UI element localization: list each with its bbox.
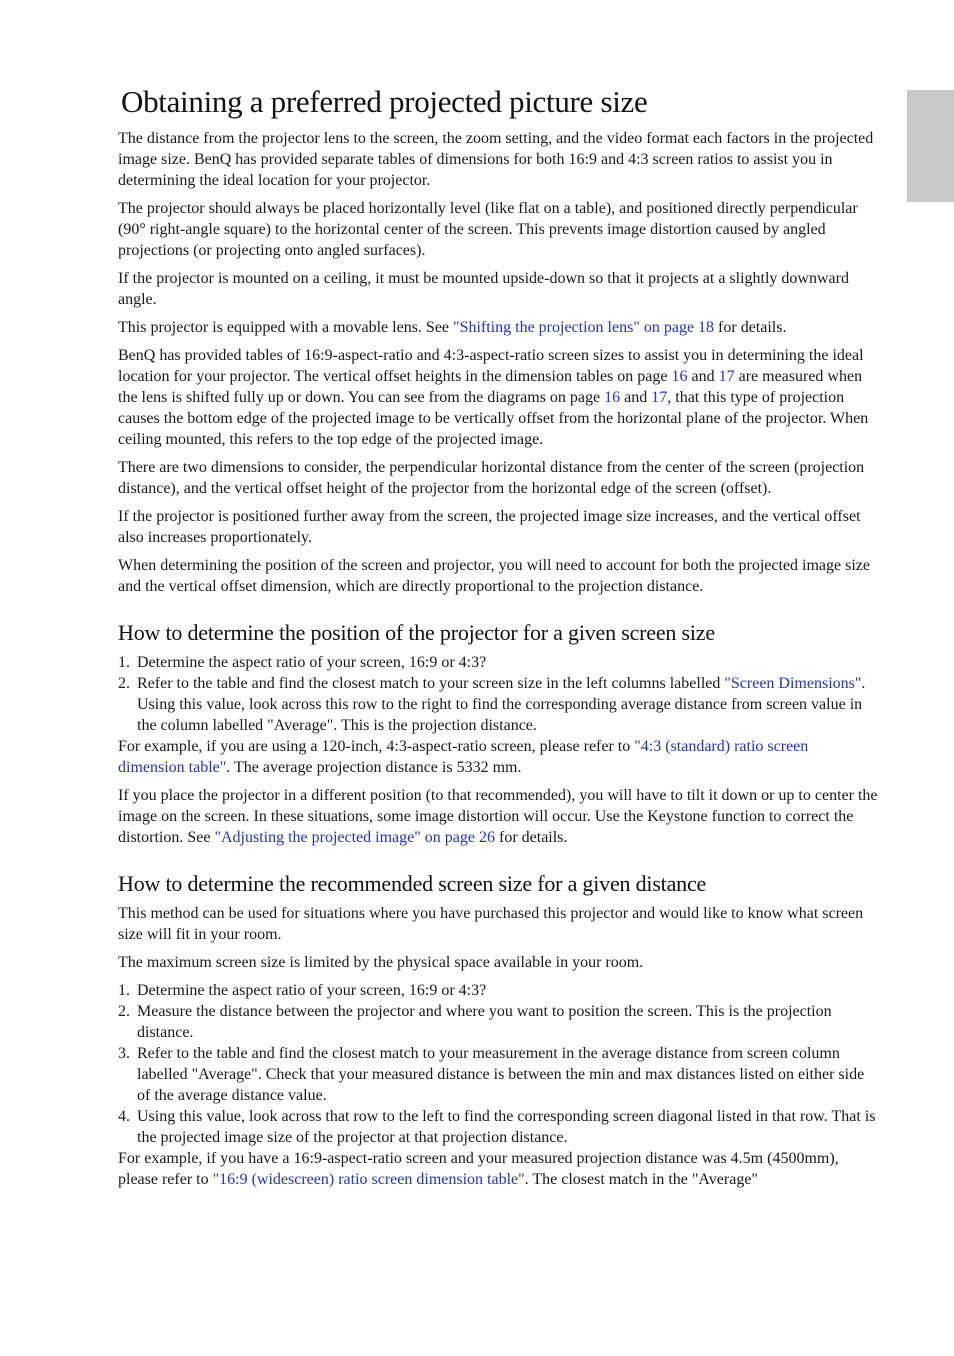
intro-paragraph-2: The projector should always be placed horizontally level (like flat on a table), and positioned directly perpendicular (90° right-angle square) to the horizontal center of the screen. This prevents image distortion caused by angled projections (or projecting onto angled surfaces). (118, 200, 858, 259)
step-number: 3. (118, 1045, 130, 1062)
intro-paragraph-7: If the projector is positioned further away from the screen, the projected image size increases, and the vertical offset also increases proportionately. (118, 508, 861, 546)
link-page-16[interactable]: 16 (671, 368, 688, 385)
list-item (118, 1106, 878, 1148)
text: for details. (494, 829, 568, 846)
text: , that this type of projection causes the bottom edge of the projected image to be vertically offset from the horizontal plane of the projector. When ceiling mounted, this refers to the top edge of the projected image. (118, 389, 869, 448)
text: are measured when the lens is shifted fully up or down. You can see from the diagrams on page (118, 368, 863, 406)
list-item (118, 652, 878, 673)
steps-list-position (118, 652, 878, 736)
section-heading-screen-size: How to determine the recommended screen size for a given distance (118, 871, 707, 896)
page-title: Obtaining a preferred projected picture size (121, 84, 648, 119)
step-text: Determine the aspect ratio of your screen, 16:9 or 4:3? (137, 654, 487, 671)
chapter-side-tab (907, 90, 954, 202)
list-item (118, 1043, 878, 1106)
example-paragraph-position (118, 736, 878, 778)
link-shifting-projection-lens[interactable]: "Shifting the projection lens" on page 18 (453, 319, 715, 336)
document-page (118, 82, 878, 1197)
example-paragraph-screen-size (118, 1148, 878, 1190)
text: . The closest match in the "Average" (524, 1171, 758, 1188)
step-number: 2. (118, 1003, 130, 1020)
intro-paragraph-5 (118, 345, 878, 450)
intro-paragraph-8: When determining the position of the screen and projector, you will need to account for both the projected image size and the vertical offset dimension, which are directly proportional to the projection distance. (118, 557, 870, 595)
text: and (687, 368, 719, 385)
link-screen-dimensions[interactable]: "Screen Dimensions" (724, 675, 862, 692)
step-number: 4. (118, 1108, 130, 1125)
link-4-3-table[interactable]: "4:3 (standard) ratio screen dimension table" (118, 738, 809, 776)
intro-paragraph-3: If the projector is mounted on a ceiling, it must be mounted upside-down so that it projects at a slightly downward angle. (118, 270, 849, 308)
step-text: . Using this value, look across this row to the right to find the corresponding average distance from screen value in the column labelled "Average". This is the projection distance. (137, 675, 866, 734)
step-text: Refer to the table and find the closest match to your screen size in the left columns labelled (137, 675, 725, 692)
link-16-9-table[interactable]: "16:9 (widescreen) ratio screen dimension table" (212, 1171, 525, 1188)
intro-paragraph-6: There are two dimensions to consider, the perpendicular horizontal distance from the center of the screen (projection distance), and the vertical offset height of the projector from the horizontal edge of the screen (offset). (118, 459, 865, 497)
section-heading-position: How to determine the position of the projector for a given screen size (118, 620, 715, 645)
step-number: 2. (118, 675, 130, 692)
step-number: 1. (118, 982, 130, 999)
step-text: Refer to the table and find the closest match to your measurement in the average distance from screen column labelled "Average". Check that your measured distance is between the min and max distances listed on either side of the average distance value. (137, 1045, 865, 1104)
steps-list-screen-size (118, 980, 878, 1148)
text: and (620, 389, 652, 406)
list-item (118, 1001, 878, 1043)
screen-size-paragraph-1: This method can be used for situations where you have purchased this projector and would like to know what screen size will fit in your room. (118, 905, 864, 943)
step-text: Using this value, look across that row to the left to find the corresponding screen diagonal listed in that row. That is the projected image size of the projector at that projection distance. (137, 1108, 876, 1146)
link-page-17[interactable]: 17 (718, 368, 735, 385)
list-item (118, 980, 878, 1001)
text: If you place the projector in a different position (to that recommended), you will have to tilt it down or up to center the image on the screen. In these situations, some image distortion will occur. Use the Keystone function to correct the distortion. See (118, 787, 878, 846)
note-paragraph-position (118, 785, 878, 848)
text: BenQ has provided tables of 16:9-aspect-ratio and 4:3-aspect-ratio screen sizes to assist you in determining the ideal location for your projector. The vertical offset heights in the dimension tables on page (118, 347, 864, 385)
intro-paragraph-4 (118, 317, 878, 338)
text: . The average projection distance is 5332 mm. (226, 759, 522, 776)
text: for details. (714, 319, 787, 336)
list-item (118, 673, 878, 736)
text: For example, if you are using a 120-inch, 4:3-aspect-ratio screen, please refer to (118, 738, 635, 755)
step-number: 1. (118, 654, 130, 671)
text: For example, if you have a 16:9-aspect-ratio screen and your measured projection distance was 4.5m (4500mm), please refer to (118, 1150, 839, 1188)
intro-paragraph-1: The distance from the projector lens to the screen, the zoom setting, and the video format each factors in the projected image size. BenQ has provided separate tables of dimensions for both 16:9 and 4:3 screen ratios to assist you in determining the ideal location for your projector. (118, 130, 874, 189)
step-text: Measure the distance between the projector and where you want to position the screen. This is the projection distance. (137, 1003, 832, 1041)
screen-size-paragraph-2: The maximum screen size is limited by the physical space available in your room. (118, 954, 644, 971)
link-page-16[interactable]: 16 (604, 389, 621, 406)
link-page-17[interactable]: 17 (651, 389, 668, 406)
link-adjusting-projected-image[interactable]: "Adjusting the projected image" on page 26 (214, 829, 495, 846)
text: This projector is equipped with a movable lens. See (118, 319, 454, 336)
step-text: Determine the aspect ratio of your screen, 16:9 or 4:3? (137, 982, 487, 999)
